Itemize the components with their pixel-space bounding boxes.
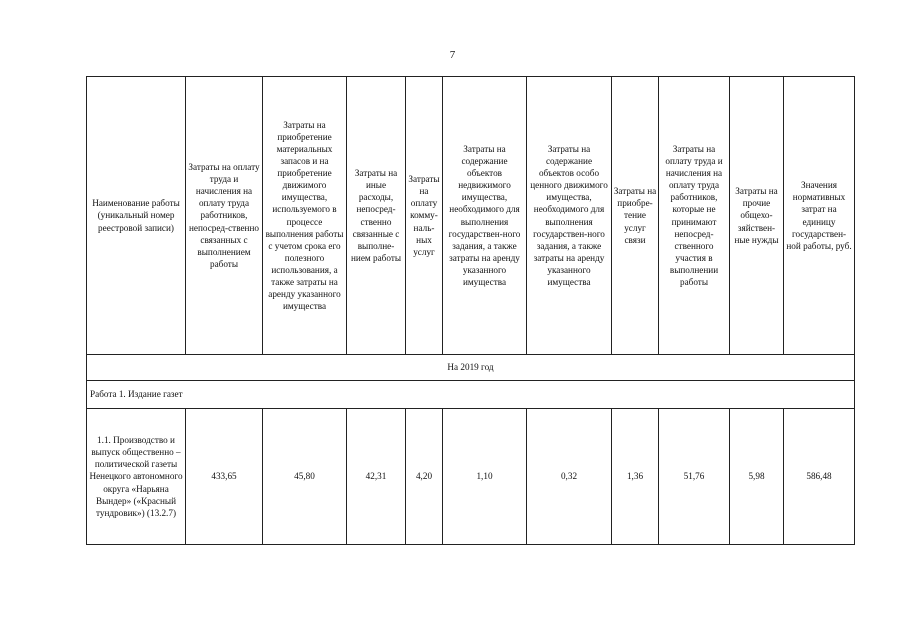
header-cell-general-needs: Затраты на прочие общехо-зяйствен-ные нужды: [730, 77, 784, 355]
cell-direct-labor: 433,65: [186, 409, 263, 545]
work-label: Работа 1. Издание газет: [87, 381, 855, 409]
cell-total-norm: 586,48: [784, 409, 855, 545]
header-cell-work-name: Наименование работы (уникальный номер реестровой записи): [87, 77, 186, 355]
header-cell-direct-labor: Затраты на оплату труда и начисления на оплату труда работников, непосред-ственно связанных с выполнением работы: [186, 77, 263, 355]
row-name: 1.1. Производство и выпуск общественно – политической газеты Ненецкого автономного округа «Нарьяна Вындер» («Красный тундровик») (13.2.7): [87, 409, 186, 545]
header-cell-other-direct: Затраты на иные расходы, непосред-ственно связанные с выполне-нием работы: [347, 77, 406, 355]
cell-materials: 45,80: [263, 409, 347, 545]
year-label: На 2019 год: [87, 355, 855, 381]
cell-real-estate: 1,10: [443, 409, 527, 545]
header-cell-materials: Затраты на приобретение материальных запасов и на приобретение движимого имущества, используемого в процессе выполнения работы с учетом срока его полезного использования, а также затраты на аренду указанного имущества: [263, 77, 347, 355]
cell-general-needs: 5,98: [730, 409, 784, 545]
work-row: [87, 381, 855, 409]
table-row: [87, 409, 855, 545]
cell-other-direct: 42,31: [347, 409, 406, 545]
cell-utilities: 4,20: [406, 409, 443, 545]
header-cell-indirect-labor: Затраты на оплату труда и начисления на оплату труда работников, которые не принимают непосред-ственного участия в выполнении работы: [659, 77, 730, 355]
header-row: [87, 77, 855, 355]
page-number: 7: [449, 49, 456, 61]
header-cell-total-norm: Значения нормативных затрат на единицу государствен-ной работы, руб.: [784, 77, 855, 355]
header-cell-real-estate: Затраты на содержание объектов недвижимого имущества, необходимого для выполнения государствен-ного задания, а также затраты на аренду указанного имущества: [443, 77, 527, 355]
cell-movable-property: 0,32: [527, 409, 612, 545]
header-cell-utilities: Затраты на оплату комму-наль-ных услуг: [406, 77, 443, 355]
cell-communication: 1,36: [612, 409, 659, 545]
cell-indirect-labor: 51,76: [659, 409, 730, 545]
year-row: [87, 355, 855, 381]
normative-costs-table: [86, 76, 855, 545]
header-cell-communication: Затраты на приобре-тение услуг связи: [612, 77, 659, 355]
header-cell-movable-property: Затраты на содержание объектов особо ценного движимого имущества, необходимого для выполнения государствен-ного задания, а также затраты на аренду указанного имущества: [527, 77, 612, 355]
